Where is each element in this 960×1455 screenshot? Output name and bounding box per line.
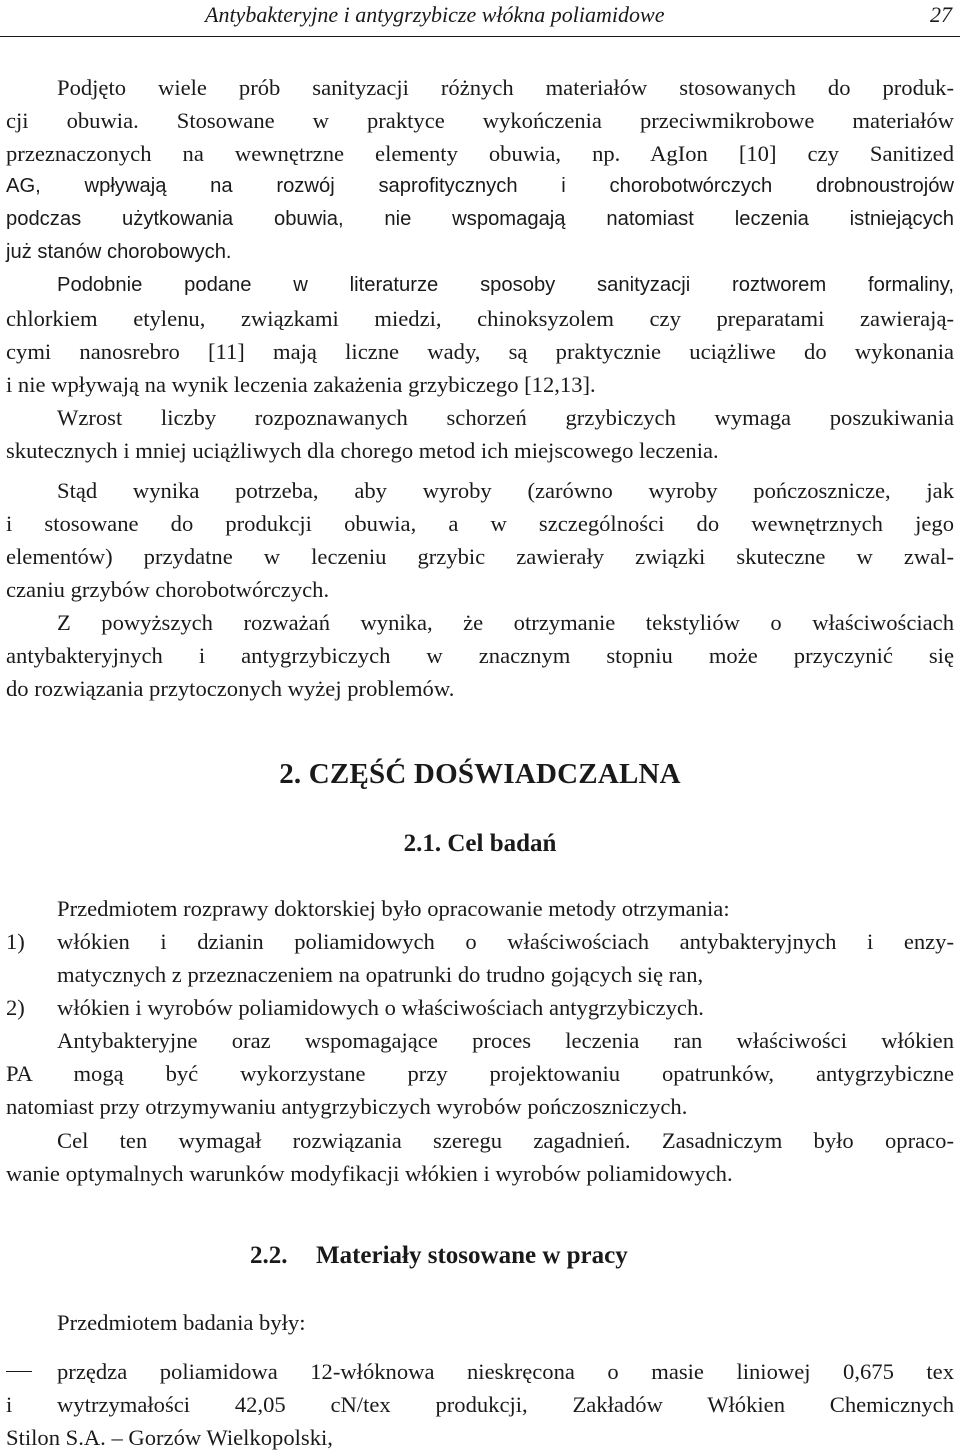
running-title: Antybakteryjne i antygrzybicze włókna poliamidowe — [205, 2, 665, 27]
text-line: Wzrost liczby rozpoznawanych schorzeń grzybiczych wymaga poszukiwania — [57, 405, 954, 430]
subsection-title: Materiały stosowane w pracy — [316, 1242, 628, 1269]
list-item-line: Stilon S.A. – Gorzów Wielkopolski, — [6, 1425, 333, 1450]
text-line: czaniu grzybów chorobotwórczych. — [6, 577, 330, 602]
text-line: Przedmiotem rozprawy doktorskiej było opracowanie metody otrzymania: — [57, 896, 730, 921]
list-number: 1) — [6, 929, 25, 954]
dash-bullet — [6, 1371, 32, 1372]
list-item-line: i wytrzymałości 42,05 cN/tex produkcji, Zakładów Włókien Chemicznych — [6, 1392, 954, 1417]
running-header — [0, 0, 960, 37]
text-line: Stąd wynika potrzeba, aby wyroby (zarówno wyroby pończosznicze, jak — [57, 478, 954, 503]
text-line: Antybakteryjne oraz wspomagające proces leczenia ran właściwości włókien — [57, 1028, 954, 1053]
text-line: Cel ten wymagał rozwiązania szeregu zagadnień. Zasadniczym było opraco- — [57, 1128, 954, 1153]
text-line: PA mogą być wykorzystane przy projektowaniu opatrunków, antygrzybiczne — [6, 1061, 954, 1086]
text-line: Podjęto wiele prób sanityzacji różnych materiałów stosowanych do produk- — [57, 75, 954, 100]
text-line: Podobnie podane w literaturze sposoby sanityzacji roztworem formaliny, — [57, 274, 954, 296]
text-line: natomiast przy otrzymywaniu antygrzybiczych wyrobów pończoszniczych. — [6, 1094, 688, 1119]
text-line: skutecznych i mniej uciążliwych dla chorego metod ich miejscowego leczenia. — [6, 438, 719, 463]
text-line: cymi nanosrebro [11] mają liczne wady, są praktycznie uciążliwe do wykonania — [6, 339, 954, 364]
text-line: do rozwiązania przytoczonych wyżej problemów. — [6, 676, 455, 701]
text-line: przeznaczonych na wewnętrzne elementy obuwia, np. AgIon [10] czy Sanitized — [6, 141, 954, 166]
subsection-heading — [250, 1237, 628, 1275]
text-line: i stosowane do produkcji obuwia, a w szczególności do wewnętrznych jego — [6, 511, 954, 536]
text-line: podczas użytkowania obuwia, nie wspomagają natomiast leczenia istniejących — [6, 208, 954, 230]
subsection-number: 2.2. — [250, 1242, 288, 1269]
text-line: i nie wpływają na wynik leczenia zakażenia grzybiczego [12,13]. — [6, 372, 596, 397]
list-number: 2) — [6, 995, 25, 1020]
text-line: antybakteryjnych i antygrzybiczych w znacznym stopniu może przyczynić się — [6, 643, 954, 668]
subsection-heading: 2.1. Cel badań — [403, 830, 557, 857]
text-line: AG, wpływają na rozwój saprofitycznych i chorobotwórczych drobnoustrojów — [6, 175, 954, 197]
list-item-line: przędza poliamidowa 12-włóknowa nieskręcona o masie liniowej 0,675 tex — [57, 1359, 954, 1384]
text-line: wanie optymalnych warunków modyfikacji włókien i wyrobów poliamidowych. — [6, 1161, 733, 1186]
text-line: Z powyższych rozważań wynika, że otrzymanie tekstyliów o właściwościach — [57, 610, 954, 635]
text-line: już stanów chorobowych. — [6, 241, 232, 263]
list-item-line: włókien i wyrobów poliamidowych o właściwościach antygrzybiczych. — [57, 995, 704, 1020]
section-heading: 2. CZĘŚĆ DOŚWIADCZALNA — [279, 758, 681, 790]
text-line: elementów) przydatne w leczeniu grzybic zawierały związki skuteczne w zwal- — [6, 544, 954, 569]
list-item-line: włókien i dzianin poliamidowych o właściwościach antybakteryjnych i enzy- — [57, 929, 954, 954]
list-item-line: matycznych z przeznaczeniem na opatrunki do trudno gojących się ran, — [57, 962, 704, 987]
text-line: cji obuwia. Stosowane w praktyce wykończenia przeciwmikrobowe materiałów — [6, 108, 954, 133]
page-number: 27 — [930, 2, 952, 27]
text-line: Przedmiotem badania były: — [57, 1310, 306, 1335]
text-line: chlorkiem etylenu, związkami miedzi, chinoksyzolem czy preparatami zawierają- — [6, 306, 954, 331]
